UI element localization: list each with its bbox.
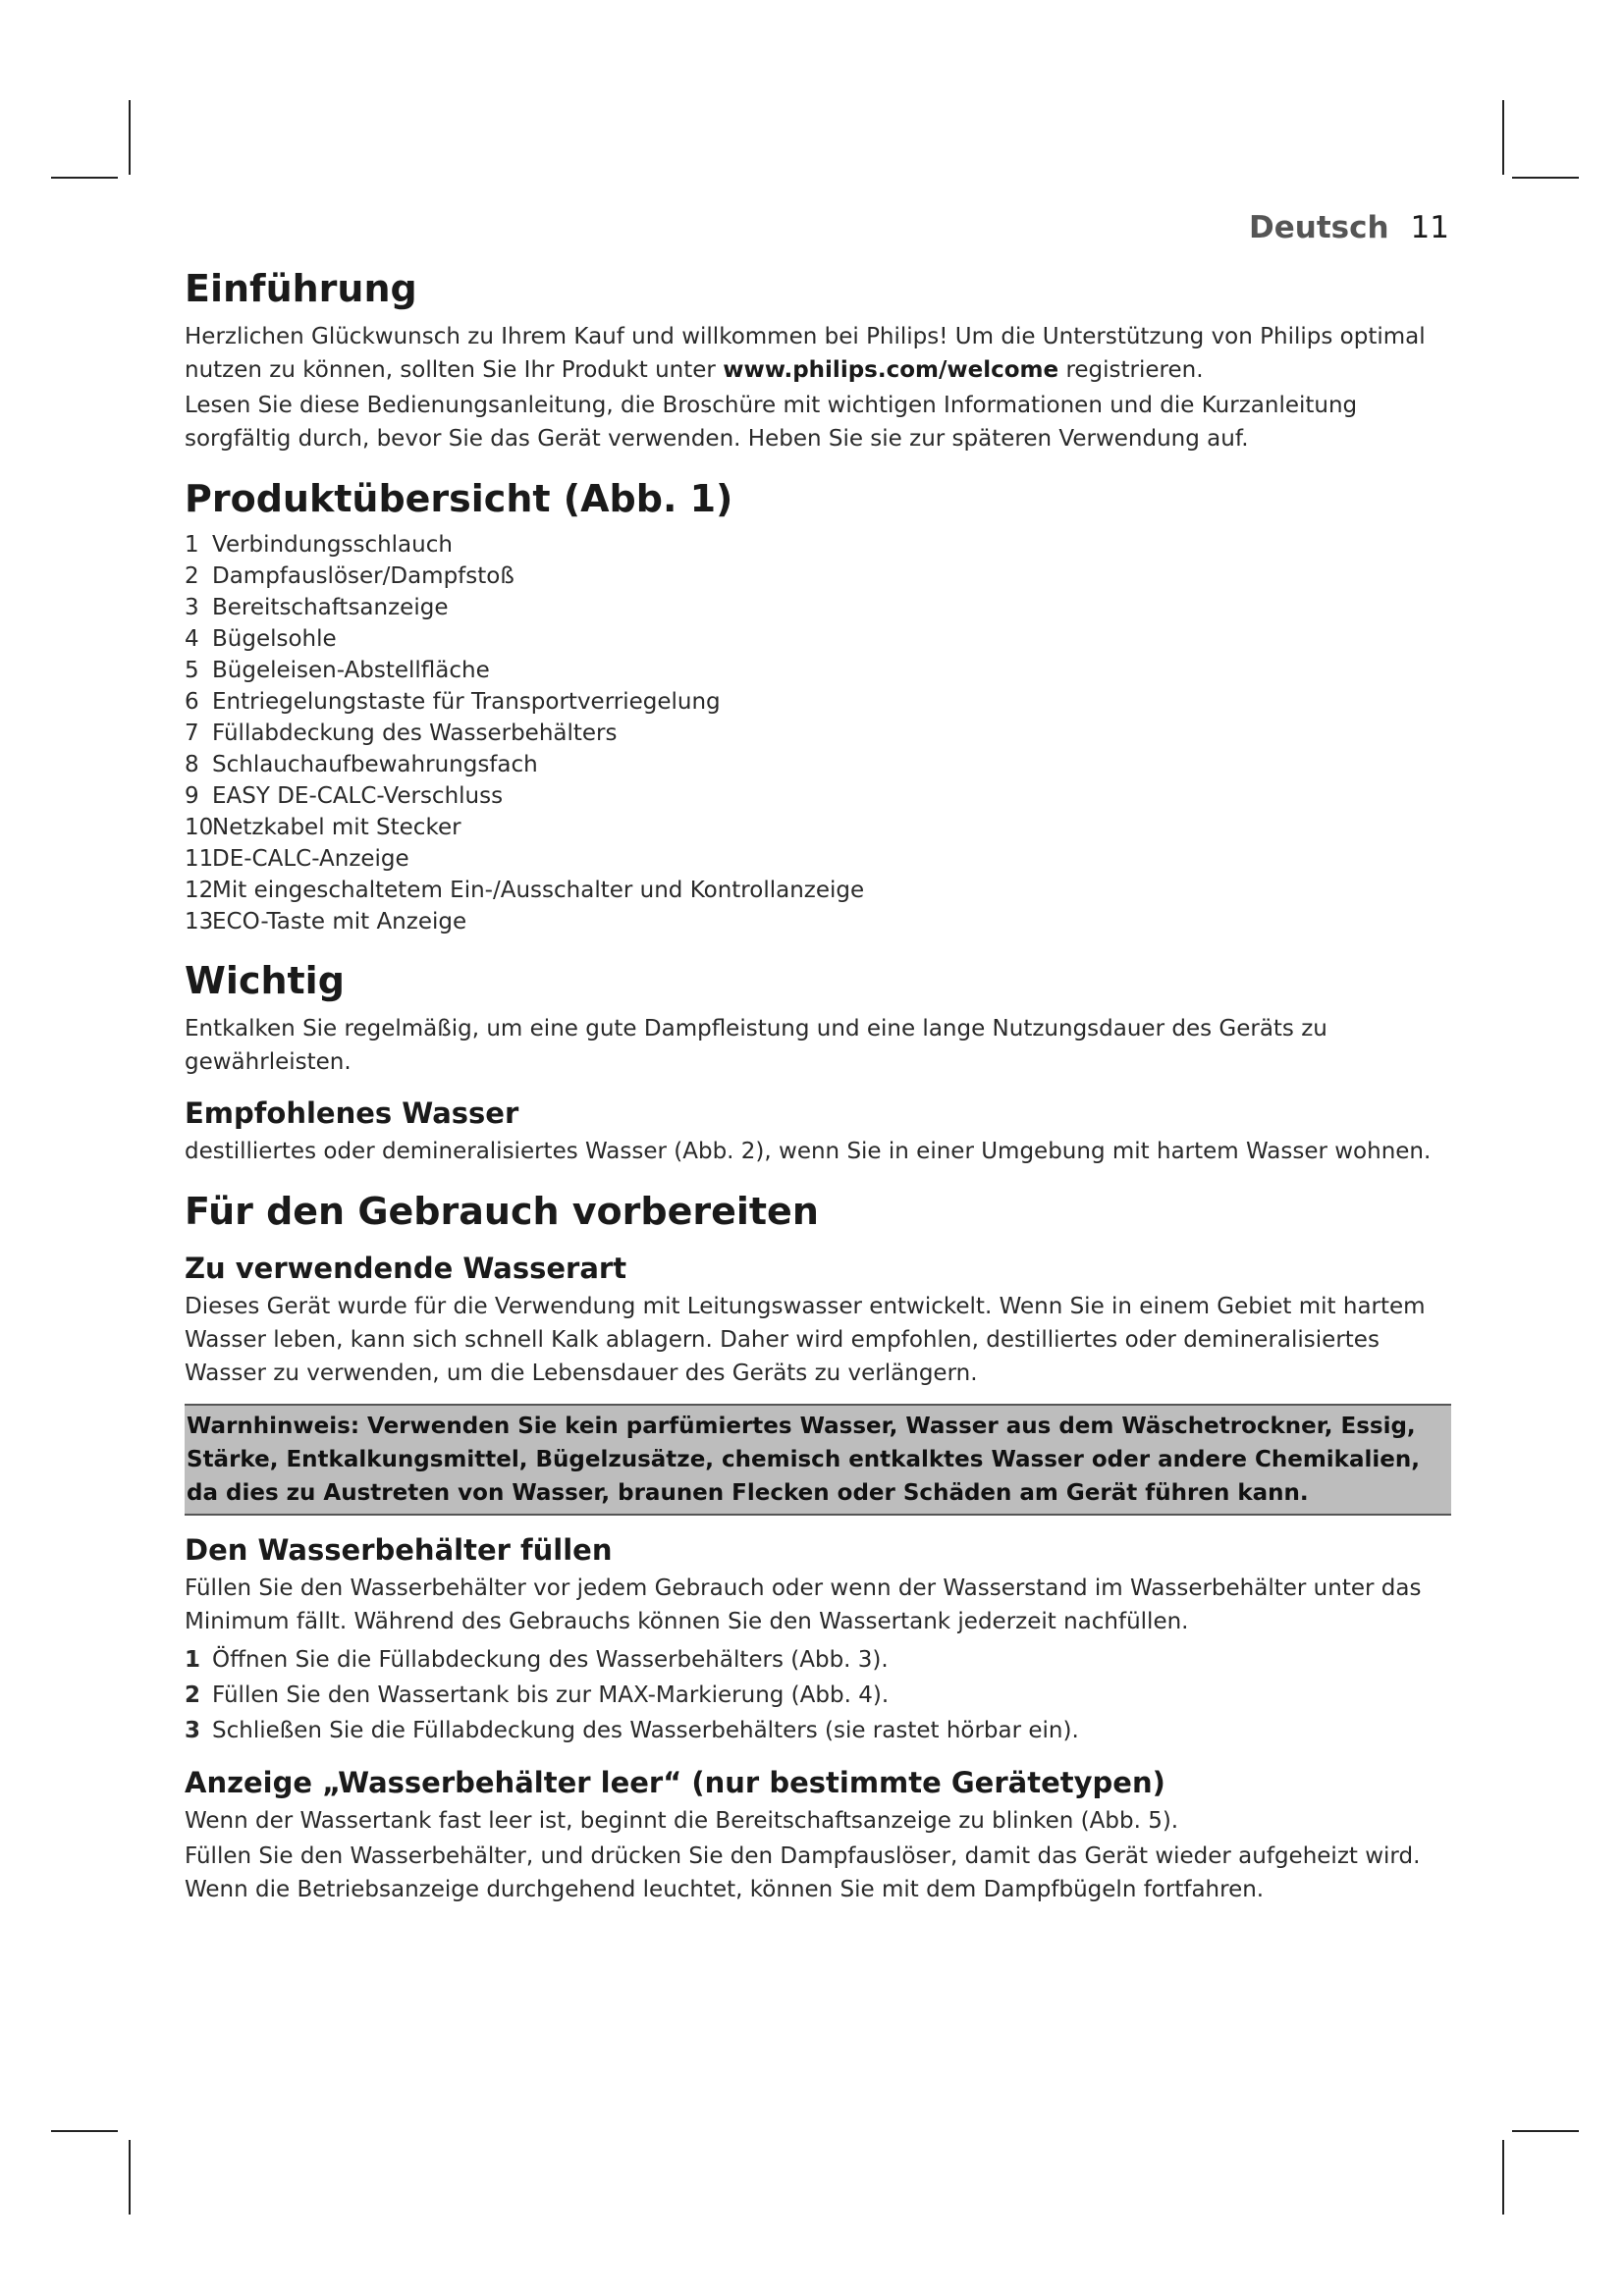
item-text: Netzkabel mit Stecker [212, 815, 461, 841]
crop-mark-top-right-horizontal [1512, 177, 1579, 179]
item-number: 2 [185, 563, 199, 590]
step-item [185, 1713, 1451, 1748]
crop-mark-top-left-horizontal [51, 177, 118, 179]
step-text: Öffnen Sie die Füllabdeckung des Wasserbehälters (Abb. 3). [212, 1646, 889, 1673]
item-number: 7 [185, 721, 199, 747]
empty-indicator-paragraph-2: Füllen Sie den Wasserbehälter, und drücken Sie den Dampfauslöser, damit das Gerät wieder aufgeheizt wird. Wenn die Betriebsanzeige durchgehend leuchtet, können Sie mit dem Dampfbügeln fortfahren. [185, 1842, 1421, 1902]
list-item [185, 749, 1451, 780]
list-item [185, 780, 1451, 812]
item-number: 13 [185, 909, 214, 935]
intro-p1-text-end: registrieren. [1058, 356, 1204, 383]
item-number: 9 [185, 783, 199, 810]
philips-welcome-link[interactable]: www.philips.com/welcome [723, 356, 1059, 383]
crop-mark-bottom-left-horizontal [51, 2130, 118, 2132]
water-type-text: Dieses Gerät wurde für die Verwendung mit Leitungswasser entwickelt. Wenn Sie in einem Gebiet mit hartem Wasser leben, kann sich schnell Kalk ablagern. Daher wird empfohlen, destilliertes oder demineralisiertes Wasser zu verwenden, um die Lebensdauer des Geräts zu verlängern. [185, 1293, 1426, 1386]
prepare-title: Für den Gebrauch vorbereiten [185, 1189, 819, 1233]
crop-mark-bottom-left-vertical [129, 2140, 131, 2215]
item-text: Entriegelungstaste für Transportverriegelung [212, 689, 721, 716]
item-number: 6 [185, 689, 199, 716]
item-text: Verbindungsschlauch [212, 532, 453, 559]
list-item [185, 686, 1451, 718]
step-text: Füllen Sie den Wassertank bis zur MAX-Markierung (Abb. 4). [212, 1682, 890, 1708]
item-text: Bügelsohle [212, 626, 337, 653]
list-item [185, 623, 1451, 655]
item-text: Dampfauslöser/Dampfstoß [212, 563, 514, 590]
item-number: 1 [185, 532, 199, 559]
section-important [185, 959, 1451, 1167]
item-text: Schlauchaufbewahrungsfach [212, 752, 538, 778]
list-item [185, 529, 1451, 561]
list-item [185, 812, 1451, 843]
fill-title: Den Wasserbehälter füllen [185, 1532, 613, 1567]
step-item [185, 1678, 1451, 1713]
item-number: 5 [185, 658, 199, 684]
empty-indicator-title: Anzeige „Wasserbehälter leer“ (nur bestimmte Gerätetypen) [185, 1765, 1165, 1799]
list-item [185, 718, 1451, 749]
header-language: Deutsch [1249, 210, 1389, 245]
item-number: 10 [185, 815, 214, 841]
list-item [185, 875, 1451, 906]
step-number: 1 [185, 1646, 201, 1673]
step-item [185, 1642, 1451, 1678]
section-overview [185, 477, 1451, 938]
recommended-water-title: Empfohlenes Wasser [185, 1095, 519, 1130]
important-paragraph: Entkalken Sie regelmäßig, um eine gute Dampfleistung und eine lange Nutzungsdauer des Geräts zu gewährleisten. [185, 1015, 1327, 1075]
item-text: Füllabdeckung des Wasserbehälters [212, 721, 618, 747]
list-item [185, 561, 1451, 592]
item-text: ECO-Taste mit Anzeige [212, 909, 467, 935]
item-number: 3 [185, 595, 199, 621]
list-item [185, 843, 1451, 875]
intro-title: Einführung [185, 267, 417, 310]
crop-mark-top-right-vertical [1502, 100, 1504, 175]
crop-mark-bottom-right-horizontal [1512, 2130, 1579, 2132]
item-number: 11 [185, 846, 214, 873]
overview-list [185, 529, 1451, 937]
step-number: 2 [185, 1682, 201, 1708]
warning-box: Warnhinweis: Verwenden Sie kein parfümiertes Wasser, Wasser aus dem Wäschetrockner, Essig, Stärke, Entkalkungsmittel, Bügelzusätze, chemisch entkalktes Wasser oder andere Chemikalien, da dies zu Austreten von Wasser, braunen Flecken oder Schäden am Gerät führen kann. [185, 1404, 1451, 1516]
important-title: Wichtig [185, 959, 345, 1003]
page-content [185, 267, 1451, 1928]
water-type-title: Zu verwendende Wasserart [185, 1252, 627, 1286]
crop-mark-bottom-right-vertical [1502, 2140, 1504, 2215]
intro-paragraph-2: Lesen Sie diese Bedienungsanleitung, die Broschüre mit wichtigen Informationen und die Kurzanleitung sorgfältig durch, bevor Sie das Gerät verwenden. Heben Sie sie zur späteren Verwendung auf. [185, 392, 1358, 452]
item-number: 4 [185, 626, 199, 653]
empty-indicator-paragraph-1: Wenn der Wassertank fast leer ist, beginnt die Bereitschaftsanzeige zu blinken (Abb. 5). [185, 1807, 1179, 1834]
overview-title: Produktübersicht (Abb. 1) [185, 476, 733, 520]
list-item [185, 906, 1451, 937]
step-number: 3 [185, 1717, 201, 1743]
crop-mark-top-left-vertical [129, 100, 131, 175]
page-number: 11 [1410, 210, 1449, 245]
section-intro [185, 267, 1451, 455]
page-header [1249, 210, 1449, 245]
list-item [185, 592, 1451, 623]
intro-paragraph-1 [185, 320, 1451, 387]
section-prepare [185, 1190, 1451, 1906]
item-text: Mit eingeschaltetem Ein-/Ausschalter und Kontrollanzeige [212, 878, 865, 904]
item-text: EASY DE-CALC-Verschluss [212, 783, 504, 810]
list-item [185, 655, 1451, 686]
step-text: Schließen Sie die Füllabdeckung des Wasserbehälters (sie rastet hörbar ein). [212, 1717, 1079, 1743]
item-text: Bügeleisen-Abstellfläche [212, 658, 490, 684]
fill-steps [185, 1642, 1451, 1748]
item-number: 12 [185, 878, 214, 904]
intro-p1-text: Herzlichen Glückwunsch zu Ihrem Kauf und willkommen bei Philips! Um die Unterstützung von Philips optimal nutzen zu können, sollten Sie Ihr Produkt unter [185, 323, 1426, 383]
recommended-water-text: destilliertes oder demineralisiertes Wasser (Abb. 2), wenn Sie in einer Umgebung mit hartem Wasser wohnen. [185, 1138, 1432, 1164]
item-text: DE-CALC-Anzeige [212, 846, 409, 873]
item-text: Bereitschaftsanzeige [212, 595, 449, 621]
item-number: 8 [185, 752, 199, 778]
fill-text: Füllen Sie den Wasserbehälter vor jedem Gebrauch oder wenn der Wasserstand im Wasserbehälter unter das Minimum fällt. Während des Gebrauchs können Sie den Wassertank jederzeit nachfüllen. [185, 1575, 1422, 1634]
